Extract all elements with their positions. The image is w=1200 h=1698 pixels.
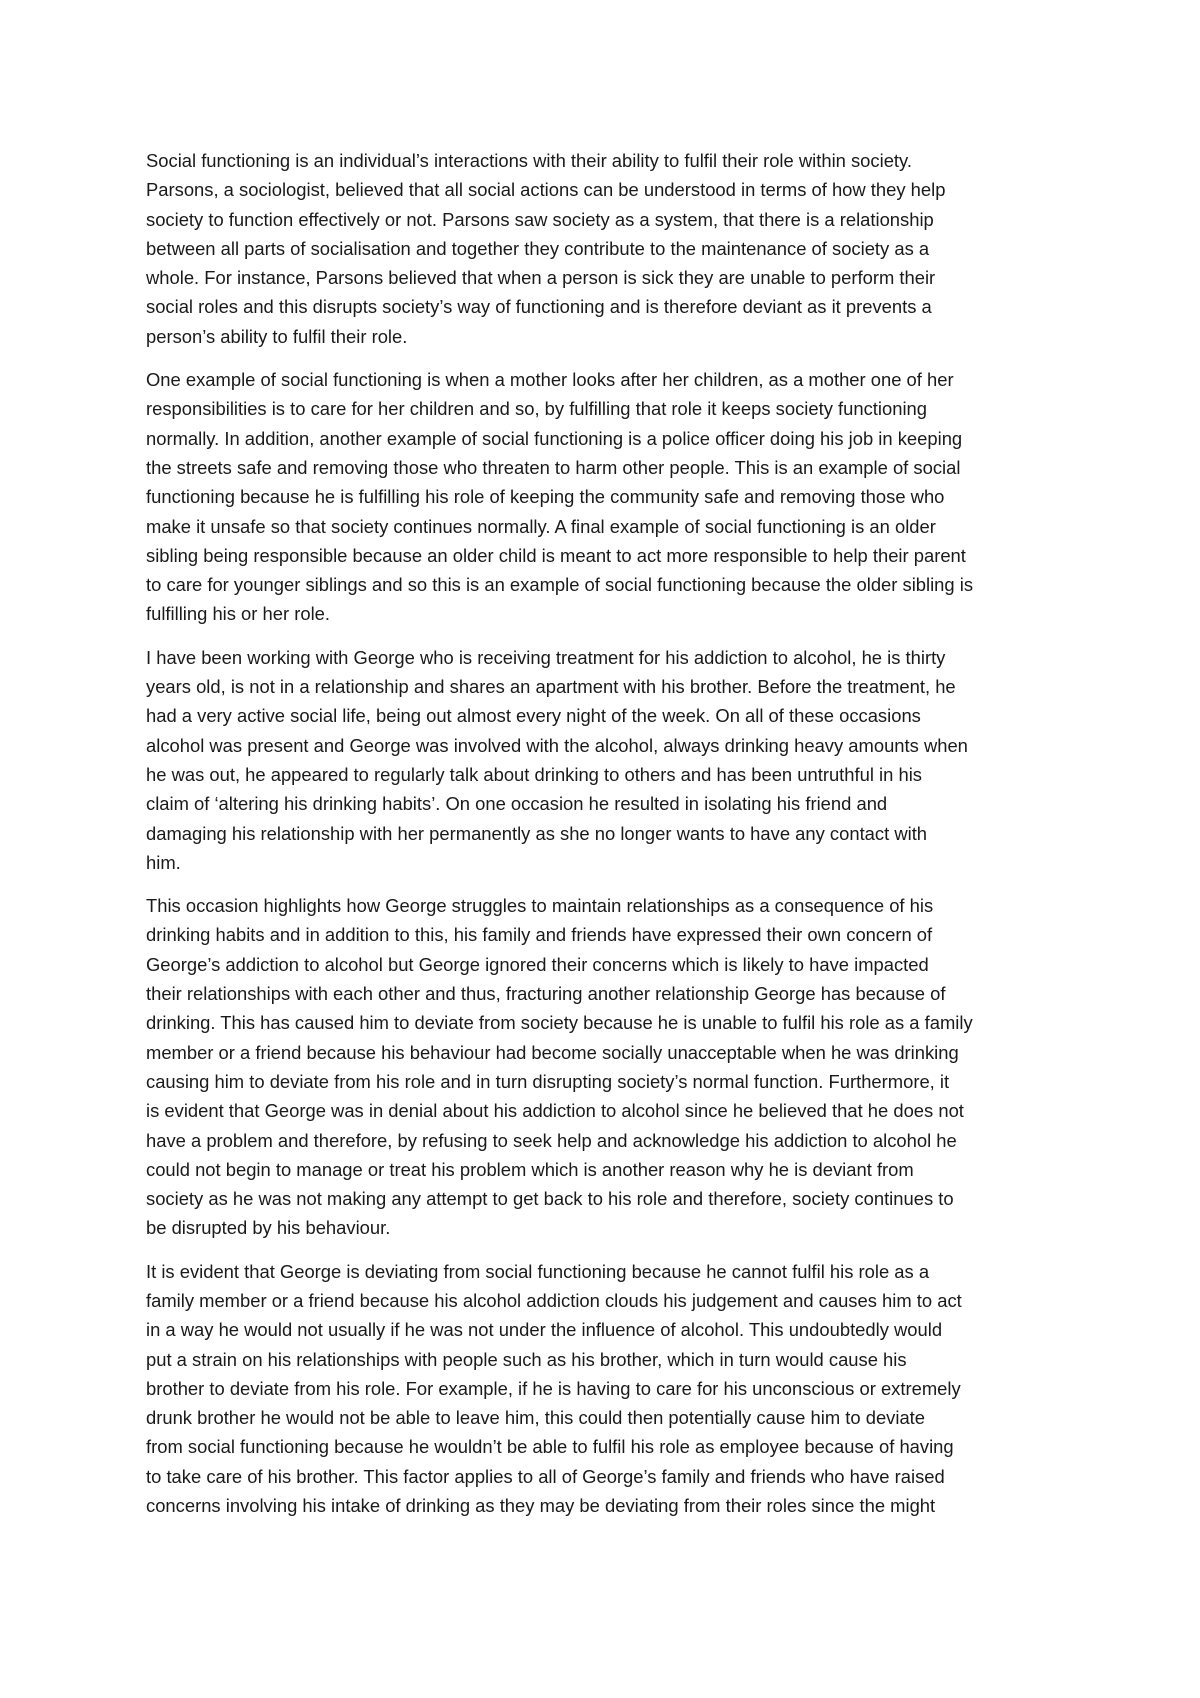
text-line: between all parts of socialisation and together they contribute to the maintenance of society as a [146, 237, 930, 259]
text-line: make it unsafe so that society continues normally. A final example of social functioning is an older [146, 515, 936, 537]
text-line: sibling being responsible because an older child is meant to act more responsible to help their parent [146, 544, 966, 566]
text-line: from social functioning because he wouldn’t be able to fulfil his role as employee because of having [146, 1436, 954, 1458]
text-line: alcohol was present and George was involved with the alcohol, always drinking heavy amounts when [146, 734, 968, 756]
text-line: to care for younger siblings and so this is an example of social functioning because the older sibling is [146, 574, 974, 596]
text-line: This occasion highlights how George struggles to maintain relationships as a consequence of his [146, 895, 934, 917]
text-line: One example of social functioning is when a mother looks after her children, as a mother one of her [146, 369, 954, 391]
text-line: brother to deviate from his role. For example, if he is having to care for his unconscious or extremely [146, 1377, 961, 1399]
text-line: to take care of his brother. This factor applies to all of George’s family and friends who have raised [146, 1465, 945, 1487]
paragraph-1 [146, 146, 1086, 351]
text-line: George’s addiction to alcohol but George ignored their concerns which is likely to have impacted [146, 953, 929, 975]
text-line: normally. In addition, another example of social functioning is a police officer doing his job in keeping [146, 427, 963, 449]
text-line: Parsons, a sociologist, believed that all social actions can be understood in terms of how they help [146, 179, 946, 201]
text-line: functioning because he is fulfilling his role of keeping the community safe and removing those who [146, 486, 945, 508]
text-line: responsibilities is to care for her children and so, by fulfilling that role it keeps society functioning [146, 398, 927, 420]
text-line: social roles and this disrupts society’s way of functioning and is therefore deviant as it prevents a [146, 296, 932, 318]
text-line: had a very active social life, being out almost every night of the week. On all of these occasions [146, 705, 921, 727]
text-line: years old, is not in a relationship and shares an apartment with his brother. Before the treatment, he [146, 676, 956, 698]
text-line: have a problem and therefore, by refusing to seek help and acknowledge his addiction to alcohol he [146, 1129, 957, 1151]
text-line: member or a friend because his behaviour had become socially unacceptable when he was drinking [146, 1041, 959, 1063]
text-line: he was out, he appeared to regularly talk about drinking to others and has been untruthful in his [146, 763, 922, 785]
text-line: Social functioning is an individual’s interactions with their ability to fulfil their role within society. [146, 150, 912, 171]
paragraph-5 [146, 1257, 1086, 1521]
text-line: causing him to deviate from his role and in turn disrupting society’s normal function. Furthermore, it [146, 1070, 950, 1092]
paragraph-3 [146, 643, 1086, 877]
text-line: concerns involving his intake of drinking as they may be deviating from their roles since the might [146, 1495, 936, 1517]
text-line: drinking. This has caused him to deviate from society because he is unable to fulfil his role as a family [146, 1012, 973, 1034]
paragraph-4 [146, 891, 1086, 1243]
text-line: I have been working with George who is receiving treatment for his addiction to alcohol, he is thirty [146, 646, 946, 668]
text-line: put a strain on his relationships with people such as his brother, which in turn would cause his [146, 1348, 907, 1370]
text-line: fulfilling his or her role. [146, 603, 330, 625]
text-line: damaging his relationship with her permanently as she no longer wants to have any contact with [146, 822, 928, 844]
text-line: drunk brother he would not be able to leave him, this could then potentially cause him to deviate [146, 1407, 926, 1429]
text-line: in a way he would not usually if he was not under the influence of alcohol. This undoubtedly would [146, 1319, 943, 1341]
paragraph-2 [146, 365, 1086, 629]
text-line: claim of ‘altering his drinking habits’. On one occasion he resulted in isolating his friend and [146, 793, 888, 815]
text-line: family member or a friend because his alcohol addiction clouds his judgement and causes him to act [146, 1289, 962, 1311]
text-line: is evident that George was in denial about his addiction to alcohol since he believed that he does not [146, 1100, 964, 1122]
text-line: whole. For instance, Parsons believed that when a person is sick they are unable to perform their [146, 267, 936, 289]
document-body [146, 146, 1086, 1534]
text-line: be disrupted by his behaviour. [146, 1217, 391, 1239]
text-line: drinking habits and in addition to this, his family and friends have expressed their own concern of [146, 924, 933, 946]
text-line: person’s ability to fulfil their role. [146, 325, 408, 347]
text-line: society as he was not making any attempt to get back to his role and therefore, society continues to [146, 1188, 954, 1210]
text-line: their relationships with each other and thus, fracturing another relationship George has because of [146, 983, 946, 1005]
text-line: him. [146, 851, 181, 873]
text-line: It is evident that George is deviating from social functioning because he cannot fulfil his role as a [146, 1260, 930, 1282]
text-line: society to function effectively or not. Parsons saw society as a system, that there is a relationship [146, 208, 934, 230]
text-line: the streets safe and removing those who threaten to harm other people. This is an example of social [146, 456, 961, 478]
text-line: could not begin to manage or treat his problem which is another reason why he is deviant from [146, 1158, 914, 1180]
